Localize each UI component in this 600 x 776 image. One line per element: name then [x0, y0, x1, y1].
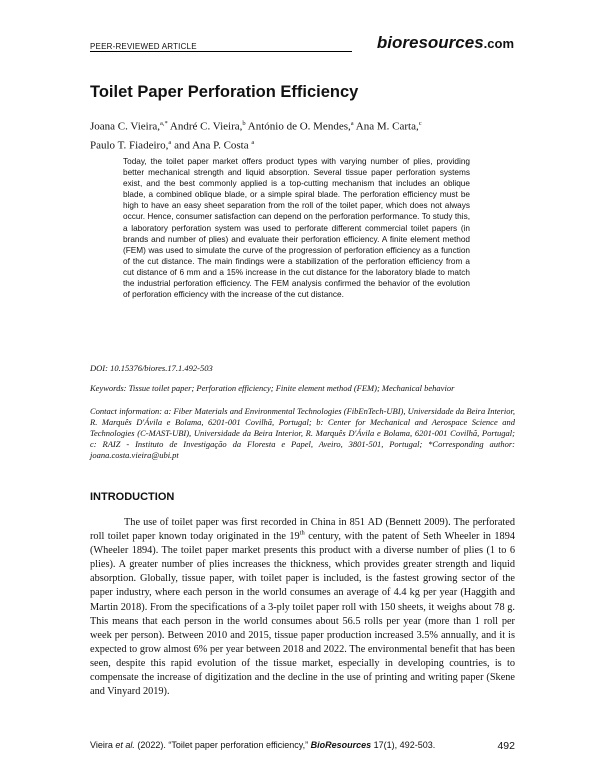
author-affiliation: a,*	[160, 120, 168, 127]
page-footer	[90, 740, 515, 750]
author-list	[90, 116, 510, 153]
header-label: PEER-REVIEWED ARTICLE	[90, 42, 197, 51]
journal-name: bioresources	[376, 33, 484, 52]
author-name: Joana C. Vieira,	[90, 120, 161, 133]
doi-link[interactable]: DOI: 10.15376/biores.17.1.492-503	[90, 363, 213, 373]
author-affiliation: a	[168, 138, 172, 146]
keywords: Keywords: Tissue toilet paper; Perforation efficiency; Finite element method (FEM); Mechanical behavior	[90, 383, 455, 393]
footer-volume: 17(1), 492-503.	[371, 740, 436, 750]
author-name: and Ana P. Costa	[171, 139, 252, 152]
author-affiliation: c	[418, 120, 422, 127]
page-number: 492	[497, 740, 515, 752]
author-name: André C. Vieira,	[167, 120, 243, 133]
footer-etal: et al.	[115, 740, 135, 750]
author-affiliation: a	[350, 120, 354, 127]
superscript: th	[299, 529, 305, 537]
contact-information: Contact information: a: Fiber Materials and Environmental Technologies (FibEnTech-UBI), Universidade da Beira Interior, R. Marquês D'Ávila e Bolama, 6201-001 Covilhã, Portugal; b: Center for Mechanical and Aerospace Science and Technologies (C-MAST-UBI), Universidade da Beira Interior, R. Marquês D'Ávila e Bolama, 6201-001 Covilhã, Portugal; c: RAIZ - Instituto de Investigação da Floresta e Papel, Aveiro, 3801-501, Portugal; *Corresponding author: joana.costa.vieira@ubi.pt	[90, 406, 515, 461]
author-affiliation: b	[242, 120, 246, 127]
intro-text: The use of toilet paper was first recorded in China in 851 AD (Bennett 2009). The perforated roll toilet paper known today originated in the 19	[90, 517, 515, 543]
journal-domain: .com	[483, 36, 514, 51]
author-name: Paulo T. Fiadeiro,	[90, 139, 169, 152]
header-rule	[90, 51, 352, 52]
section-heading: INTRODUCTION	[90, 491, 175, 503]
article-title: Toilet Paper Perforation Efficiency	[90, 83, 359, 101]
author-affiliation: a	[251, 138, 255, 146]
author-name: António de O. Mendes,	[245, 120, 351, 133]
footer-authors: Vieira	[90, 740, 116, 750]
intro-paragraph	[90, 516, 515, 699]
journal-logo	[377, 33, 514, 53]
footer-journal: BioResources	[310, 740, 372, 750]
intro-text: century, with the patent of Seth Wheeler in 1894 (Wheeler 1894). The toilet paper market presents this product with a diverse number of plies (1 to 6 plies). A greater number of plies increases the thickness, which provides greater strength and liquid absorption. Globally, tissue paper, with toilet paper is included, is the fastest growing sector of the paper industry, where each person in the world consumes an average of 4.4 kg per year (Haggith and Martin 2018). From the specifications of a 3-ply toilet paper roll with 150 sheets, it weighs about 78 g. This means that each person in the world consumes about 56.5 rolls per year (more than 1 roll per week per person). Between 2010 and 2015, tissue paper production increased 3.5% annually, and it is expected to grow almost 6% per year between 2018 and 2022. The environmental benefit that has been seen, despite this rapid evolution of the tissue market, especially in developing countries, is to compensate the increase of digitization and the decline in the use of printing and writing paper (Skene and Vinyard 2019).	[90, 531, 515, 698]
abstract: Today, the toilet paper market offers product types with varying number of plies, providing better mechanical strength and liquid absorption. Several tissue paper perforation systems exist, and the best commonly applied is a top-cutting mechanism that includes an oblique blade, a combined oblique blade, or a simple spiral blade. The perforation efficiency must be high to have an easy sheet separation from the roll of the toilet paper, which does not always occur. Hence, consumer satisfaction can depend on the perforation performance. To study this, a laboratory perforation system was used to perforate different commercial toilet papers (in brands and number of plies) and evaluate their perforation efficiency. A finite element method (FEM) was used to simulate the curve of the progression of perforation efficiency as a function of the cut distance. The main findings were a stabilization of the perforation efficiency from a cut distance of 6 mm and a 15% increase in the cut distance for the laboratory blade to match the industrial perforation efficiency. The FEM analysis confirmed the behavior of the evolution of perforation efficiency with the increase of the cut distance.	[123, 157, 470, 300]
author-name: Ana M. Carta,	[353, 120, 419, 133]
footer-citation: (2022). “Toilet paper perforation efficiency,”	[134, 740, 311, 750]
